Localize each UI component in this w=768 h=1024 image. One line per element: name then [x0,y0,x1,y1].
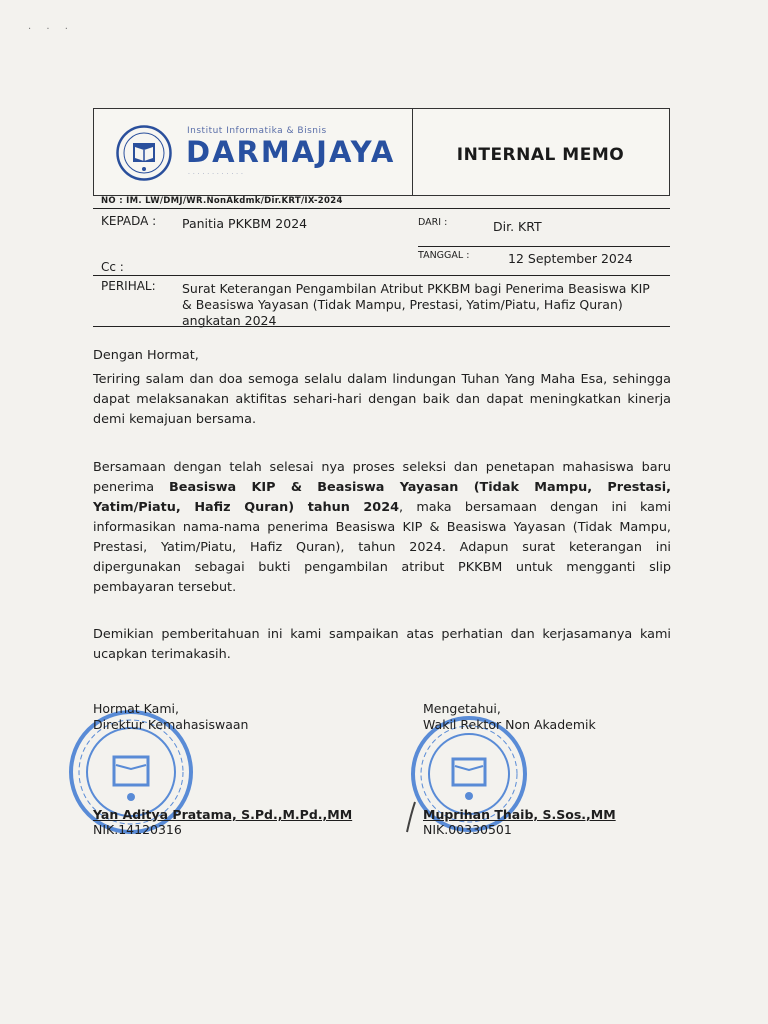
divider-line [93,275,670,276]
memo-title: INTERNAL MEMO [456,145,625,165]
divider-line [418,246,670,247]
logo-wordmark: DARMAJAYA [186,135,396,169]
closing-right: Mengetahui, [423,701,501,716]
cc-label: Cc : [101,260,124,274]
salutation: Dengan Hormat, [93,348,199,363]
dari-value: Dir. KRT [493,219,542,234]
paragraph-2: Bersamaan dengan telah selesai nya proses seleksi dan penetapan mahasiswa baru penerima Beasiswa KIP & Beasiswa Yayasan (Tidak Mampu, Prestasi, Yatim/Piatu, Hafiz Quran) tahun 2024, maka bersamaan dengan ini kami informasikan nama-nama penerima Beasiswa KIP & Beasiswa Yayasan (Tidak Mampu, Prestasi, Yatim/Piatu, Hafiz Quran), tahun 2024. Adapun surat keterangan ini dipergunakan sebagai bukti pengambilan atribut PKKBM untuk mengganti slip pembayaran tersebut. [93,460,671,595]
darmajaya-logo-icon [116,125,172,181]
scan-artifact: · · · [28,24,74,35]
kepada-label: KEPADA : [101,214,157,228]
kepada-value: Panitia PKKBM 2024 [182,216,308,231]
divider-line [93,208,670,209]
position-right: Wakil Rektor Non Akademik [423,717,596,732]
paragraph-1: Teriring salam dan doa semoga selalu dalam lindungan Tuhan Yang Maha Esa, sehingga dapat melaksanakan aktifitas sehari-hari dengan baik dan dapat meningkatkan kinerja demi kemajuan bersama. [93,372,671,427]
closing-left: Hormat Kami, [93,701,179,716]
perihal-value: Surat Keterangan Pengambilan Atribut PKKBM bagi Penerima Beasiswa KIP & Beasiswa Yayasan (Tidak Mampu, Prestasi, Yatim/Piatu, Hafiz Quran) angkatan 2024 [182,281,650,328]
memo-header [93,108,670,196]
signatory-name-left: Yan Aditya Pratama, S.Pd.,M.Pd.,MM [93,807,353,822]
tanggal-label: TANGGAL : [418,250,470,261]
dari-label: DARI : [418,217,448,228]
paragraph-3: Demikian pemberitahuan ini kami sampaikan atas perhatian dan kerjasamanya kami ucapkan terimakasih. [93,627,671,662]
memo-number: NO : IM. LW/DMJ/WR.NonAkdmk/Dir.KRT/IX-2024 [101,196,343,206]
logo-subtitle: Institut Informatika & Bisnis [187,126,327,136]
divider-line [93,326,670,327]
tanggal-value: 12 September 2024 [508,251,633,266]
signatory-nik-left: NIK.14120316 [93,822,182,837]
perihal-label: PERIHAL: [101,279,156,293]
signatory-name-right: Muprihan Thaib, S.Sos.,MM [423,807,616,822]
logo-tagline: · · · · · · · · · · · · [188,171,244,178]
signatory-nik-right: NIK.00330501 [423,822,512,837]
position-left: Direktur Kemahasiswaan [93,717,249,732]
